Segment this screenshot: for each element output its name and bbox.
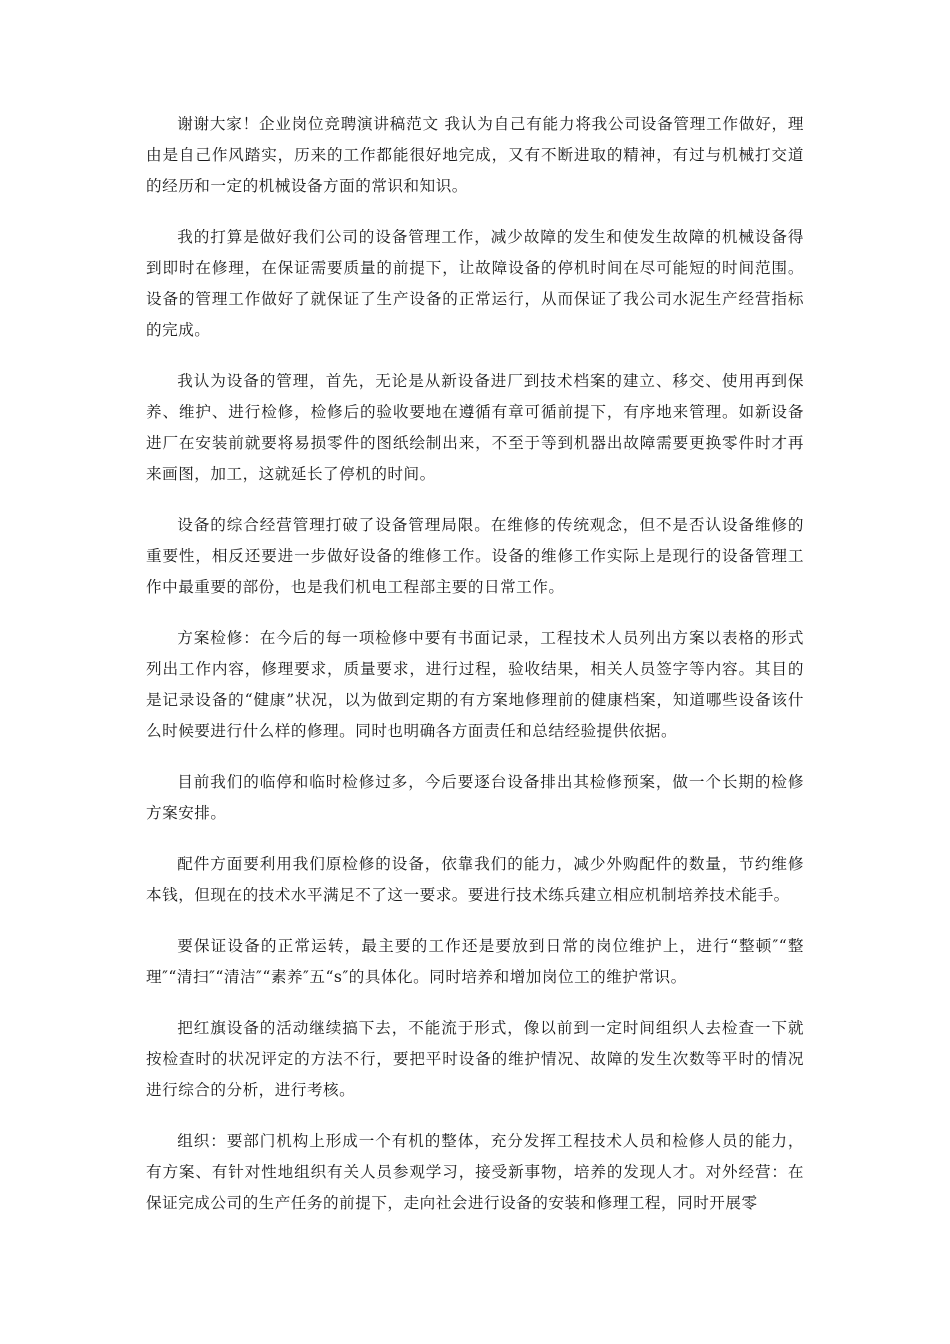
paragraph-7: 配件方面要利用我们原检修的设备，依靠我们的能力，减少外购配件的数量，节约维修本钱，但现在的技术水平满足不了这一要求。要进行技术练兵建立相应机制培养技术能手。 (146, 855, 804, 904)
paragraph-8: 要保证设备的正常运转，最主要的工作还是要放到日常的岗位维护上，进行“整顿″“整理″“清扫″“清洁″“素养″五“s″的具体化。同时培养和增加岗位工的维护常识。 (146, 937, 804, 986)
paragraph-9: 把红旗设备的活动继续搞下去，不能流于形式，像以前到一定时间组织人去检查一下就按检查时的状况评定的方法不行，要把平时设备的维护情况、故障的发生次数等平时的情况进行综合的分析，进行考核。 (146, 1019, 804, 1099)
paragraph-2: 我的打算是做好我们公司的设备管理工作，减少故障的发生和使发生故障的机械设备得到即时在修理，在保证需要质量的前提下，让故障设备的停机时间在尽可能短的时间范围。设备的管理工作做好了就保证了生产设备的正常运行，从而保证了我公司水泥生产经营指标的完成。 (146, 228, 804, 339)
paragraph-10: 组织：要部门机构上形成一个有机的整体，充分发挥工程技术人员和检修人员的能力，有方案、有针对性地组织有关人员参观学习，接受新事物，培养的发现人才。对外经营：在保证完成公司的生产任务的前提下，走向社会进行设备的安装和修理工程，同时开展零 (146, 1132, 804, 1212)
paragraph-5: 方案检修：在今后的每一项检修中要有书面记录，工程技术人员列出方案以表格的形式列出工作内容，修理要求，质量要求，进行过程，验收结果，相关人员签字等内容。其目的是记录设备的“健康”状况，以为做到定期的有方案地修理前的健康档案，知道哪些设备该什么时候要进行什么样的修理。同时也明确各方面责任和总结经验提供依据。 (146, 629, 804, 740)
paragraph-3: 我认为设备的管理，首先，无论是从新设备进厂到技术档案的建立、移交、使用再到保养、维护、进行检修，检修后的验收要地在遵循有章可循前提下，有序地来管理。如新设备进厂在安装前就要将易损零件的图纸绘制出来，不至于等到机器出故障需要更换零件时才再来画图，加工，这就延长了停机的时间。 (146, 372, 804, 483)
paragraph-6: 目前我们的临停和临时检修过多，今后要逐台设备排出其检修预案，做一个长期的检修方案安排。 (146, 773, 804, 822)
document-body (146, 109, 804, 1239)
paragraph-4: 设备的综合经营管理打破了设备管理局限。在维修的传统观念，但不是否认设备维修的重要性，相反还要进一步做好设备的维修工作。设备的维修工作实际上是现行的设备管理工作中最重要的部份，也是我们机电工程部主要的日常工作。 (146, 516, 804, 596)
paragraph-1: 谢谢大家！企业岗位竞聘演讲稿范文 我认为自己有能力将我公司设备管理工作做好，理由是自己作风踏实，历来的工作都能很好地完成，又有不断进取的精神，有过与机械打交道的经历和一定的机械设备方面的常识和知识。 (146, 115, 804, 195)
